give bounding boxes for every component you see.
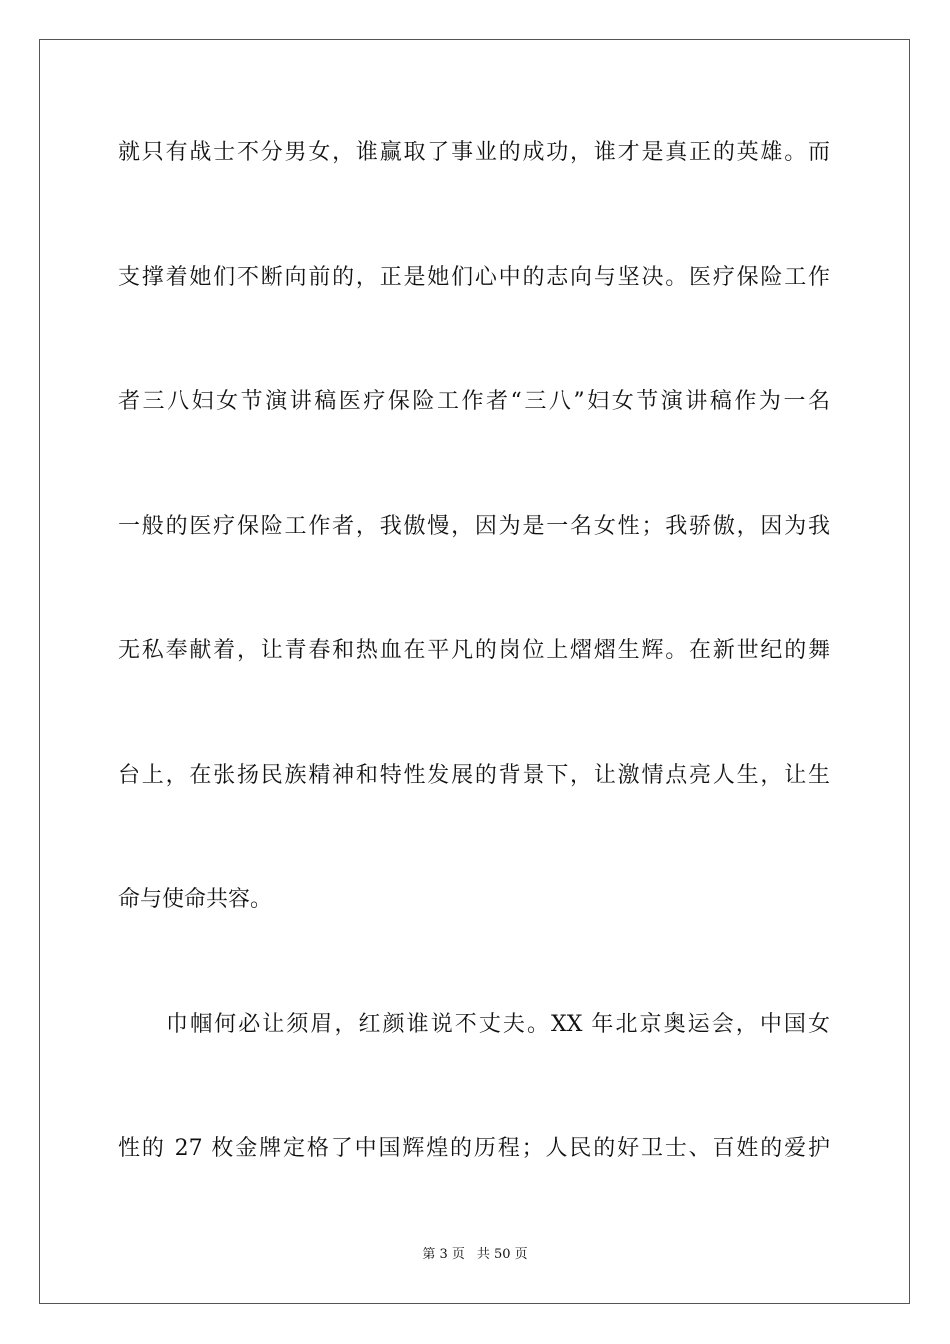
page-border (39, 39, 910, 1304)
text-line-7: 命与使命共容。 (118, 887, 273, 912)
page-footer (0, 1246, 950, 1264)
text-line-2: 支撑着她们不断向前的，正是她们心中的志向与坚决。医疗保险工作 (118, 265, 830, 290)
text-line-9: 性的 27 枚金牌定格了中国辉煌的历程；人民的好卫士、百姓的爱护 (118, 1136, 830, 1161)
page-number: 第 3 页 (422, 1247, 465, 1262)
text-line-3: 者三八妇女节演讲稿医疗保险工作者“三八”妇女节演讲稿作为一名 (118, 389, 830, 414)
text-line-1: 就只有战士不分男女，谁赢取了事业的成功，谁才是真正的英雄。而 (118, 140, 830, 165)
text-line-5: 无私奉献着，让青春和热血在平凡的岗位上熠熠生辉。在新世纪的舞 (118, 638, 830, 663)
text-line-6: 台上，在张扬民族精神和特性发展的背景下，让激情点亮人生，让生 (118, 763, 830, 788)
page-total: 共 50 页 (476, 1247, 528, 1262)
text-line-4: 一般的医疗保险工作者，我傲慢，因为是一名女性；我骄傲，因为我 (118, 514, 830, 539)
paragraph-start-line: 巾帼何必让须眉，红颜谁说不丈夫。XX 年北京奥运会，中国女 (166, 1012, 830, 1037)
